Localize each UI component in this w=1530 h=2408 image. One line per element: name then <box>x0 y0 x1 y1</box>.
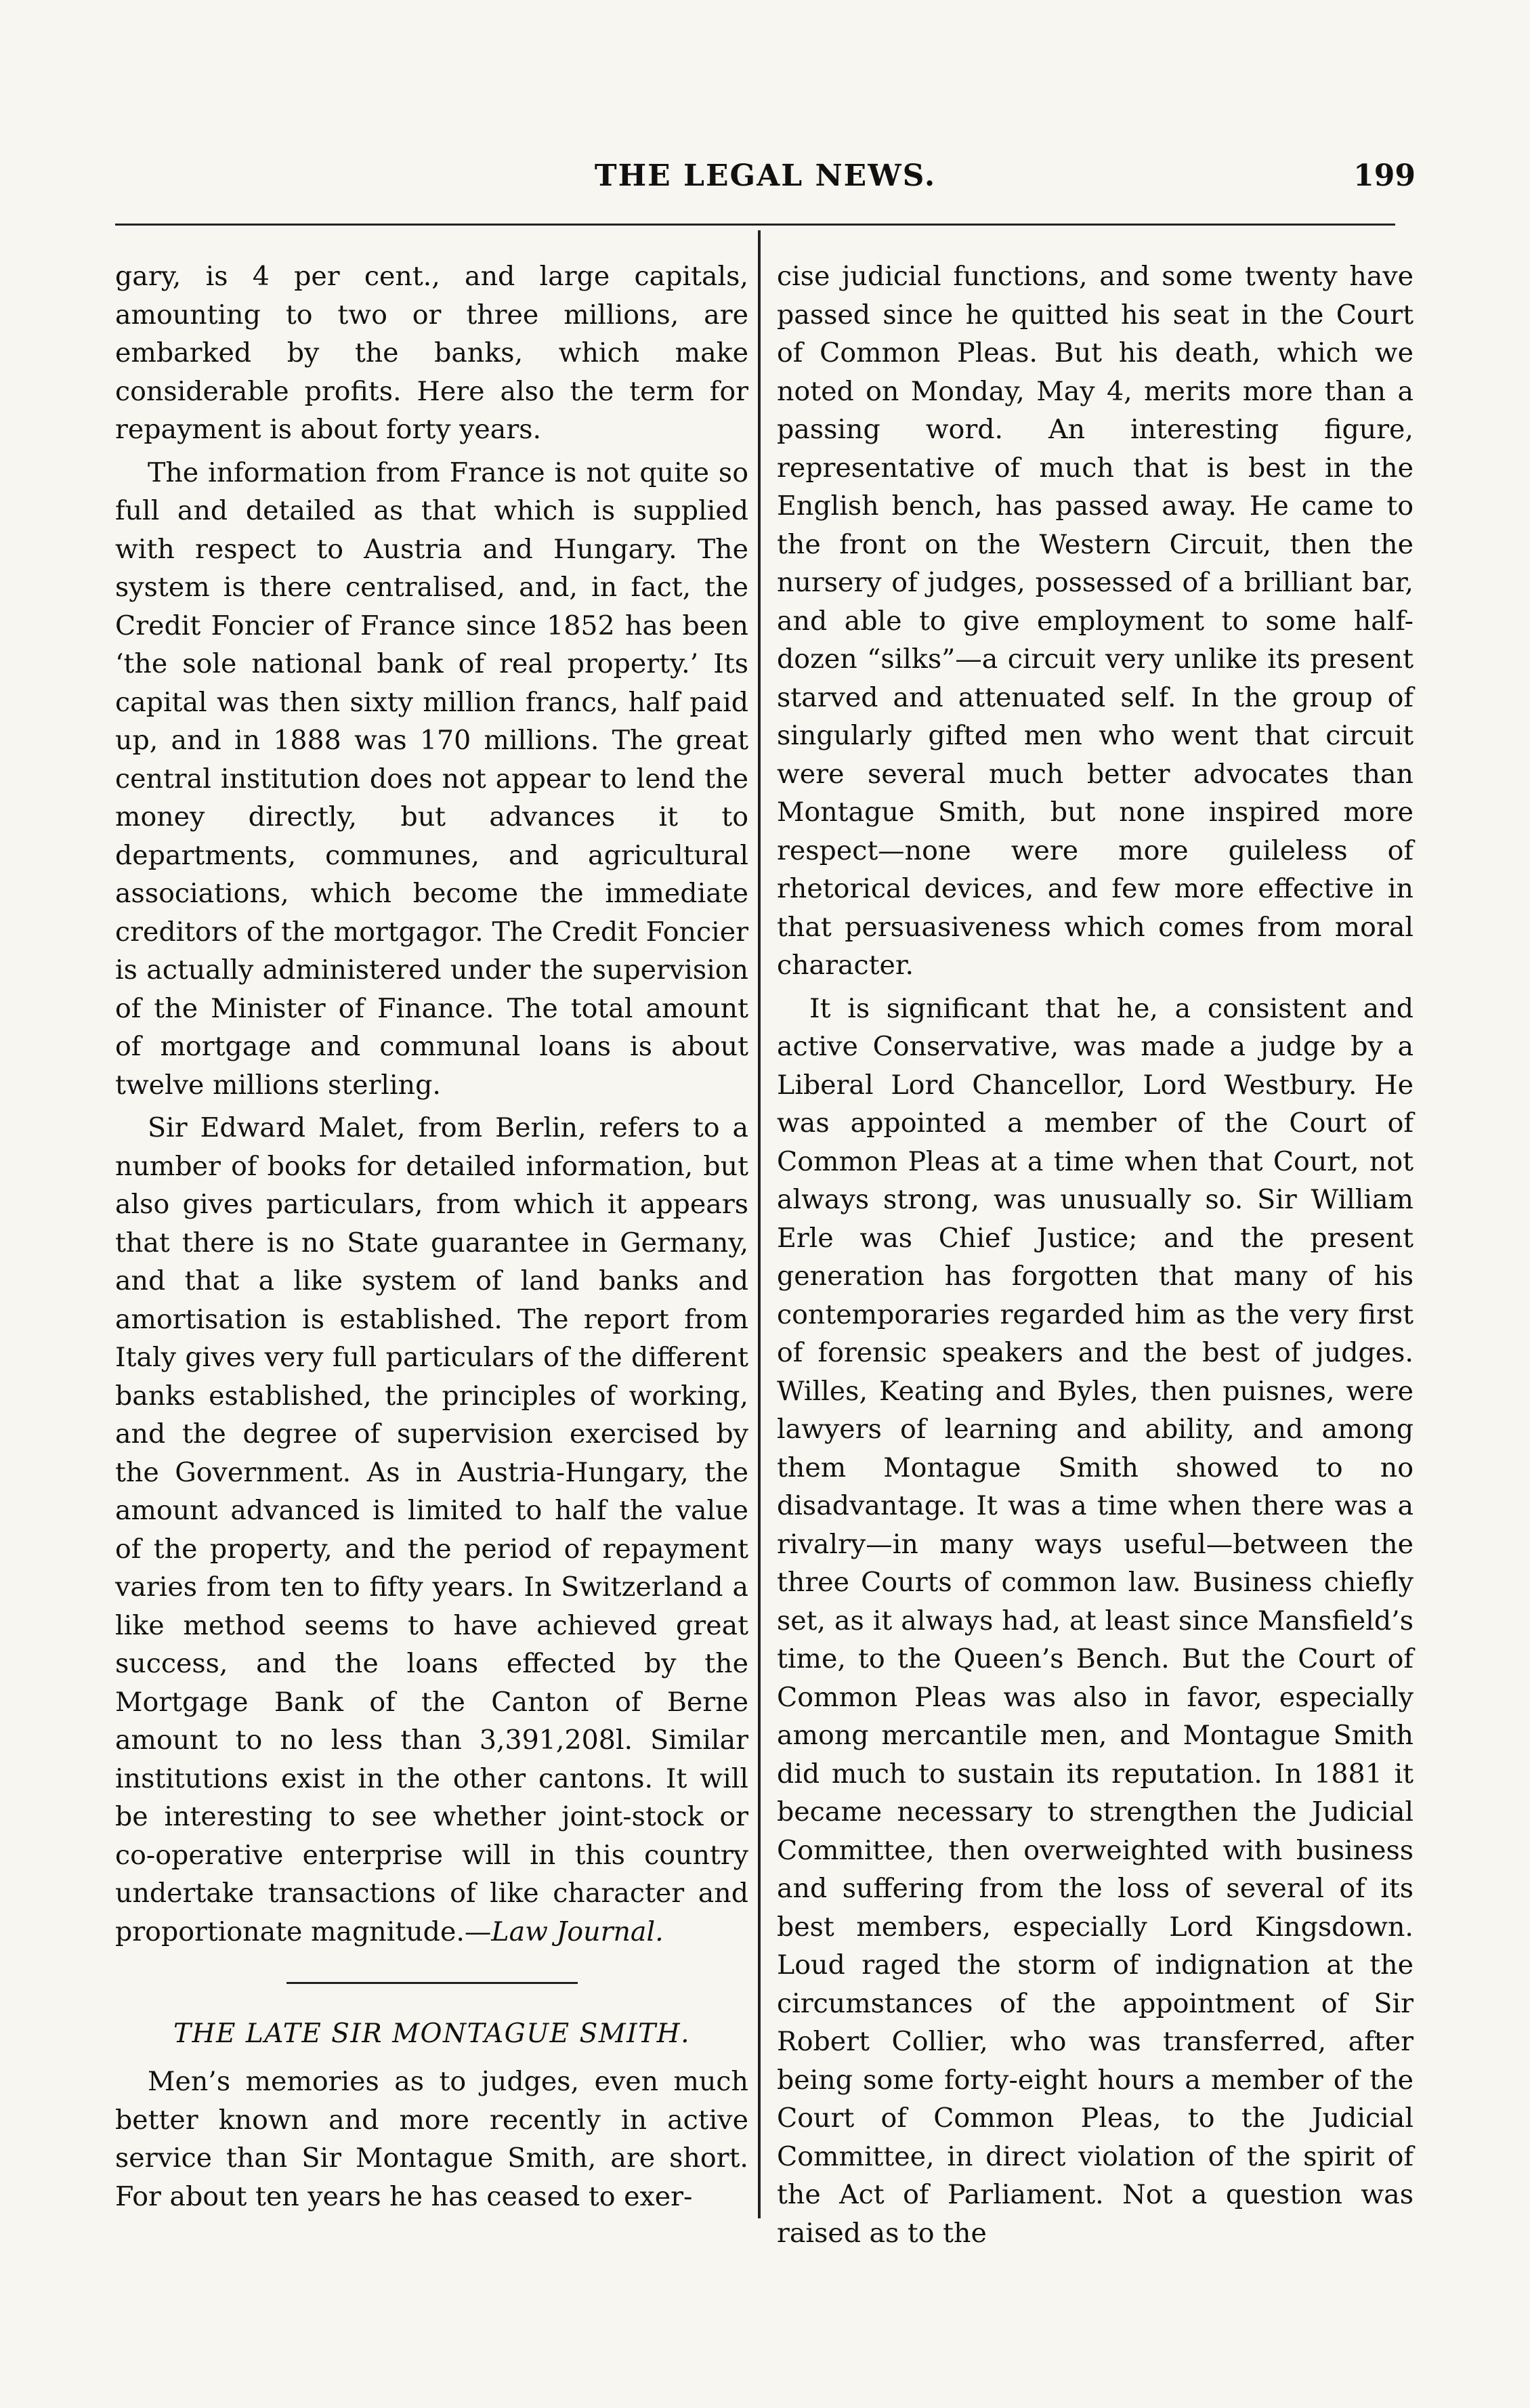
section-heading: THE LATE SIR MONTAGUE SMITH. <box>173 2019 691 2049</box>
right-column <box>777 257 1414 2257</box>
left-column <box>115 257 748 2220</box>
paragraph-continued: gary, is 4 per cent., and large capitals, amounting to two or three millions, are embarked by the banks, which make considerable profits. Here also the term for repayment is about forty years. <box>115 261 748 445</box>
running-title: THE LEGAL NEWS. <box>594 159 937 193</box>
paragraph-appointment: It is significant that he, a consistent and active Conservative, was made a judge by a Liberal Lord Chancellor, Lord Westbury. He was appointed a member of the Court of Common Pleas at a time when that Court, not always strong, was unusually so. Sir William Erle was Chief Justice; and the present generation has forgotten that many of his contemporaries regarded him as the very first of forensic speakers and the best of judges. Willes, Keating and Byles, then puisnes, were lawyers of learning and ability, and among them Montague Smith showed to no disadvantage. It was a time when there was a rivalry—in many ways useful—between the three Courts of common law. Business chiefly set, as it always had, at least since Mansfield’s time, to the Queen’s Bench. But the Court of Common Pleas was also in favor, especially among mercantile men, and Montague Smith did much to sustain its reputation. In 1881 it became necessary to strengthen the Judicial Committee, then overweighted with business and suffering from the loss of several of its best members, especially Lord Kingsdown. Loud raged the storm of indignation at the circumstances of the appointment of Sir Robert Collier, who was transferred, after being some forty-eight hours a member of the Court of Common Pleas, to the Judicial Committee, in direct violation of the spirit of the Act of Parliament. Not a question was raised as to the <box>777 992 1414 2249</box>
source-citation: Law Journal. <box>491 1916 664 1947</box>
paragraph-france: The information from France is not quite so full and detailed as that which is supplied with respect to Austria and Hungary. The system is there centralised, and, in fact, the Credit Foncier of France since 1852 has been ‘the sole national bank of real property.’ Its capital was then sixty million francs, half paid up, and in 1888 was 170 millions. The great central institution does not appear to lend the money directly, but advances it to departments, communes, and agricultural associations, which become the immediate creditors of the mortgagor. The Credit Foncier is actually administered under the supervision of the Minister of Finance. The total amount of mortgage and communal loans is about twelve millions sterling. <box>115 457 748 1101</box>
header-rule <box>115 224 1395 226</box>
page-header <box>115 152 1416 200</box>
paragraph-germany-italy <box>115 1109 748 1951</box>
paragraph-continued: cise judicial functions, and some twenty have passed since he quitted his seat in the Court of Common Pleas. But his death, which we noted on Monday, May 4, merits more than a passing word. An interesting figure, representative of much that is best in the English bench, has passed away. He came to the front on the Western Circuit, then the nursery of judges, possessed of a brilliant bar, and able to give employment to some half-dozen “silks”—a circuit very unlike its present starved and attenuated self. In the group of singularly gifted men who went that circuit were several much better advocates than Montague Smith, but none inspired more respect—none were more guileless of rhetorical devices, and few more effective in that persuasiveness which comes from moral character. <box>777 261 1414 981</box>
page-number: 199 <box>1353 159 1416 193</box>
section-divider <box>286 1982 578 1984</box>
paragraph-text: Sir Edward Malet, from Berlin, refers to a number of books for detailed information, but also gives particulars, from which it appears that there is no State guarantee in Germany, and that a like system of land banks and amortisation is established. The report from Italy gives very full particulars of the different banks established, the principles of working, and the degree of supervision exercised by the Government. As in Austria-Hungary, the amount advanced is limited to half the value of the property, and the period of repayment varies from ten to fifty years. In Switzerland a like method seems to have achieved great success, and the loans effected by the Mortgage Bank of the Canton of Berne amount to no less than 3,391,208l. Similar institutions exist in the other cantons. It will be interesting to see whether joint-stock or co-operative enterprise will in this country undertake transactions of like character and proportionate magnitude.— <box>115 1112 748 1947</box>
paragraph-memories: Men’s memories as to judges, even much better known and more recently in active service than Sir Montague Smith, are short. For about ten years he has ceased to exer- <box>115 2066 748 2212</box>
column-divider <box>758 230 761 2218</box>
